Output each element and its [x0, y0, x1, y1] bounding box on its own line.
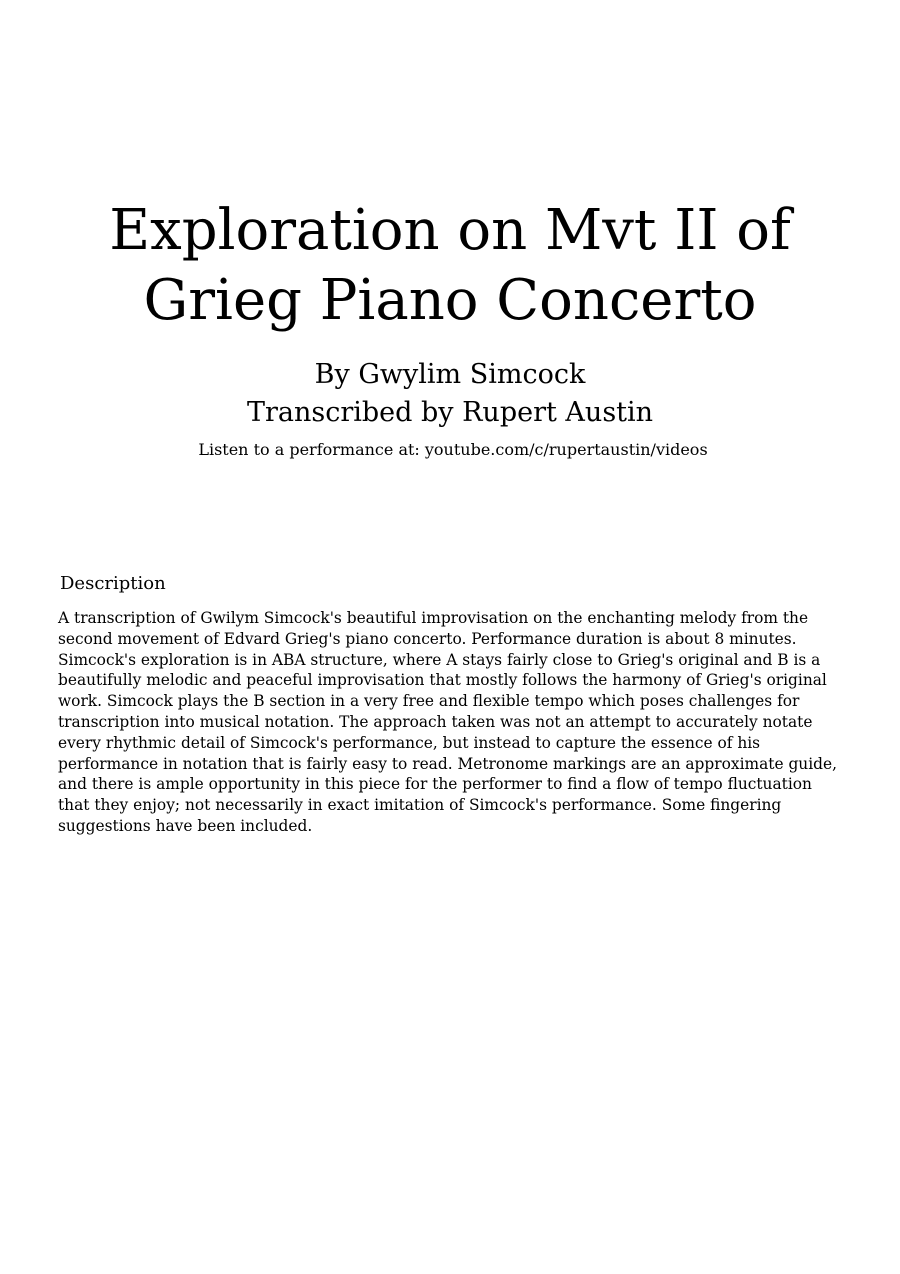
page-title — [0, 196, 900, 336]
description-body: A transcription of Gwilym Simcock's beautiful improvisation on the enchanting melody from the second movement of Edvard Grieg's piano concerto. Performance duration is about 8 minutes. Simcock's exploration is in ABA structure, where A stays fairly close to Grieg's original and B is a beautifully melodic and peaceful improvisation that mostly follows the harmony of Grieg's original work. Simcock plays the B section in a very free and flexible tempo which poses challenges for transcription into musical notation. The approach taken was not an attempt to accurately notate every rhythmic detail of Simcock's performance, but instead to capture the essence of his performance in notation that is fairly easy to read. Metronome markings are an approximate guide, and there is ample opportunity in this piece for the performer to find a flow of tempo fluctuation that they enjoy; not necessarily in exact imitation of Simcock's performance. Some fingering suggestions have been included. — [58, 609, 837, 835]
title-line-2: Grieg Piano Concerto — [143, 268, 757, 333]
description-heading: Description — [60, 573, 166, 594]
listen-link-text: Listen to a performance at: youtube.com/c/rupertaustin/videos — [198, 440, 708, 459]
title-line-1: Exploration on Mvt II of — [109, 198, 791, 263]
transcriber-byline: Transcribed by Rupert Austin — [246, 397, 654, 428]
composer-byline: By Gwylim Simcock — [314, 359, 586, 390]
